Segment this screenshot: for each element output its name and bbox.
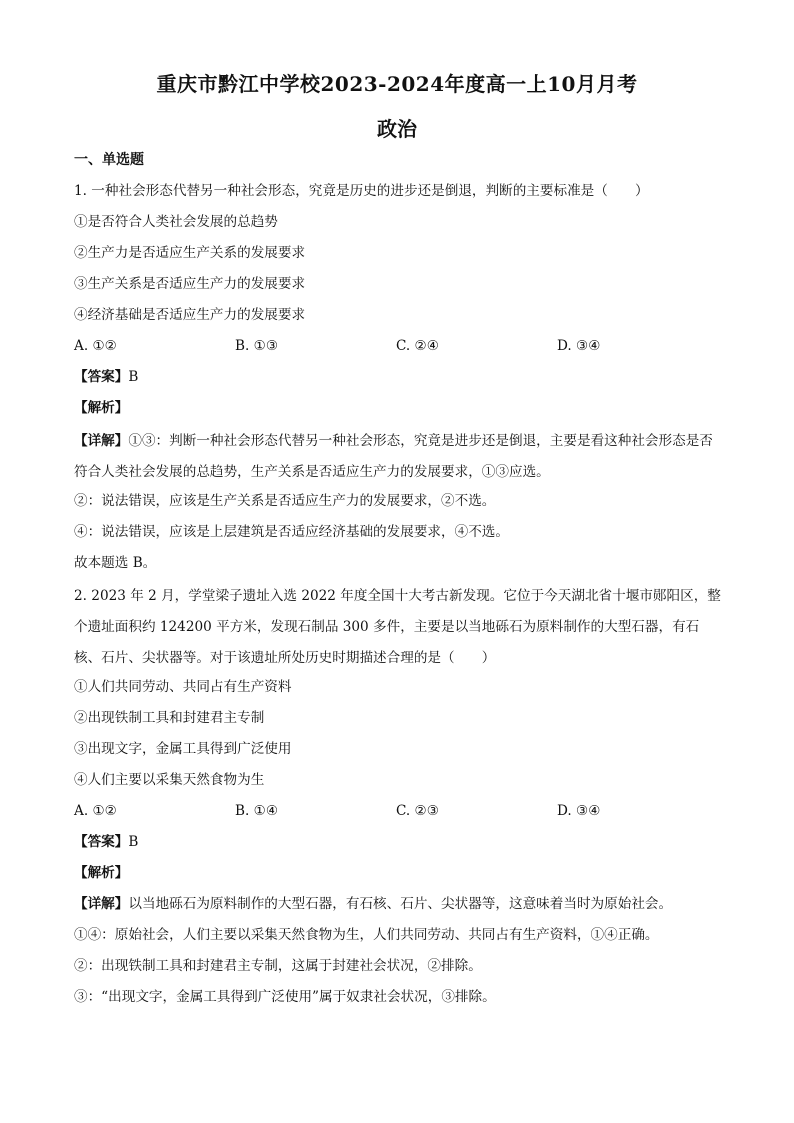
q1-item-2: ②生产力是否适应生产关系的发展要求	[74, 245, 306, 261]
q2-answer	[74, 829, 724, 860]
q1-analysis-tag: 【解析】	[74, 400, 129, 416]
q1-option-c: C. ②④	[396, 338, 439, 354]
q1-detail-2: ②：说法错误，应该是生产关系是否适应生产力的发展要求，②不选。	[74, 493, 496, 509]
q1-option-d: D. ③④	[557, 338, 601, 354]
answer-value: B	[128, 834, 139, 850]
document-body	[74, 178, 724, 1015]
detail-tag: 【详解】	[74, 433, 129, 449]
q1-answer	[74, 364, 724, 395]
subject-title: 政治	[377, 117, 417, 141]
answer-value: B	[128, 369, 139, 385]
answer-tag: 【答案】	[74, 834, 129, 850]
page-title: 重庆市黔江中学校2023-2024年度高一上10月月考	[156, 72, 638, 96]
q2-detail-4: ③：“出现文字，金属工具得到广泛使用”属于奴隶社会状况，③排除。	[74, 989, 496, 1005]
detail-text: ①③：判断一种社会形态代替另一种社会形态，究竟是进步还是倒退，主要是看这种社会形态是否符合人类社会发展的总趋势，生产关系是否适应生产力的发展要求，①③应选。	[74, 433, 713, 480]
q1-conclusion: 故本题选 B。	[74, 555, 157, 571]
detail-text: 以当地砾石为原料制作的大型石器，有石核、石片、尖状器等，这意味着当时为原始社会。	[128, 896, 673, 912]
answer-tag: 【答案】	[74, 369, 129, 385]
q2-item-2: ②出现铁制工具和封建君主专制	[74, 710, 265, 726]
q2-option-d: D. ③④	[557, 803, 601, 819]
q2-detail-2: ①④：原始社会，人们主要以采集天然食物为生，人们共同劳动、共同占有生产资料，①④正确。	[74, 927, 659, 943]
q1-item-1: ①是否符合人类社会发展的总趋势	[74, 214, 278, 230]
q2-option-b: B. ①④	[235, 803, 279, 819]
q1-options	[74, 333, 724, 364]
detail-tag: 【详解】	[74, 896, 129, 912]
q2-analysis-tag: 【解析】	[74, 865, 129, 881]
q2-options	[74, 798, 724, 829]
q1-option-b: B. ①③	[235, 338, 279, 354]
q2-item-1: ①人们共同劳动、共同占有生产资料	[74, 679, 292, 695]
q2-detail-3: ②：出现铁制工具和封建君主专制，这属于封建社会状况，②排除。	[74, 958, 482, 974]
q1-detail-1	[74, 426, 724, 488]
section-heading: 一、单选题	[74, 152, 144, 168]
q2-option-a: A. ①②	[74, 803, 117, 819]
q1-item-4: ④经济基础是否适应生产力的发展要求	[74, 307, 306, 323]
q2-option-c: C. ②③	[396, 803, 439, 819]
q2-stem: 2. 2023 年 2 月，学堂梁子遗址入选 2022 年度全国十大考古新发现。它位于今天湖北省十堰市郧阳区，整个遗址面积约 124200 平方米，发现石制品 300 多件，主要是以当地砾石为原料制作的大型石器，有石核、石片、尖状器等。对于该遗址所处历史时期描述合理的是（ ）	[74, 588, 721, 666]
q1-option-a: A. ①②	[74, 338, 117, 354]
q1-item-3: ③生产关系是否适应生产力的发展要求	[74, 276, 306, 292]
q1-detail-3: ④：说法错误，应该是上层建筑是否适应经济基础的发展要求，④不选。	[74, 524, 509, 540]
q2-detail-1	[74, 891, 724, 922]
q2-item-4: ④人们主要以采集天然食物为生	[74, 772, 265, 788]
q1-stem: 1. 一种社会形态代替另一种社会形态，究竟是历史的进步还是倒退，判断的主要标准是（ ）	[74, 183, 649, 199]
q2-item-3: ③出现文字，金属工具得到广泛使用	[74, 741, 292, 757]
